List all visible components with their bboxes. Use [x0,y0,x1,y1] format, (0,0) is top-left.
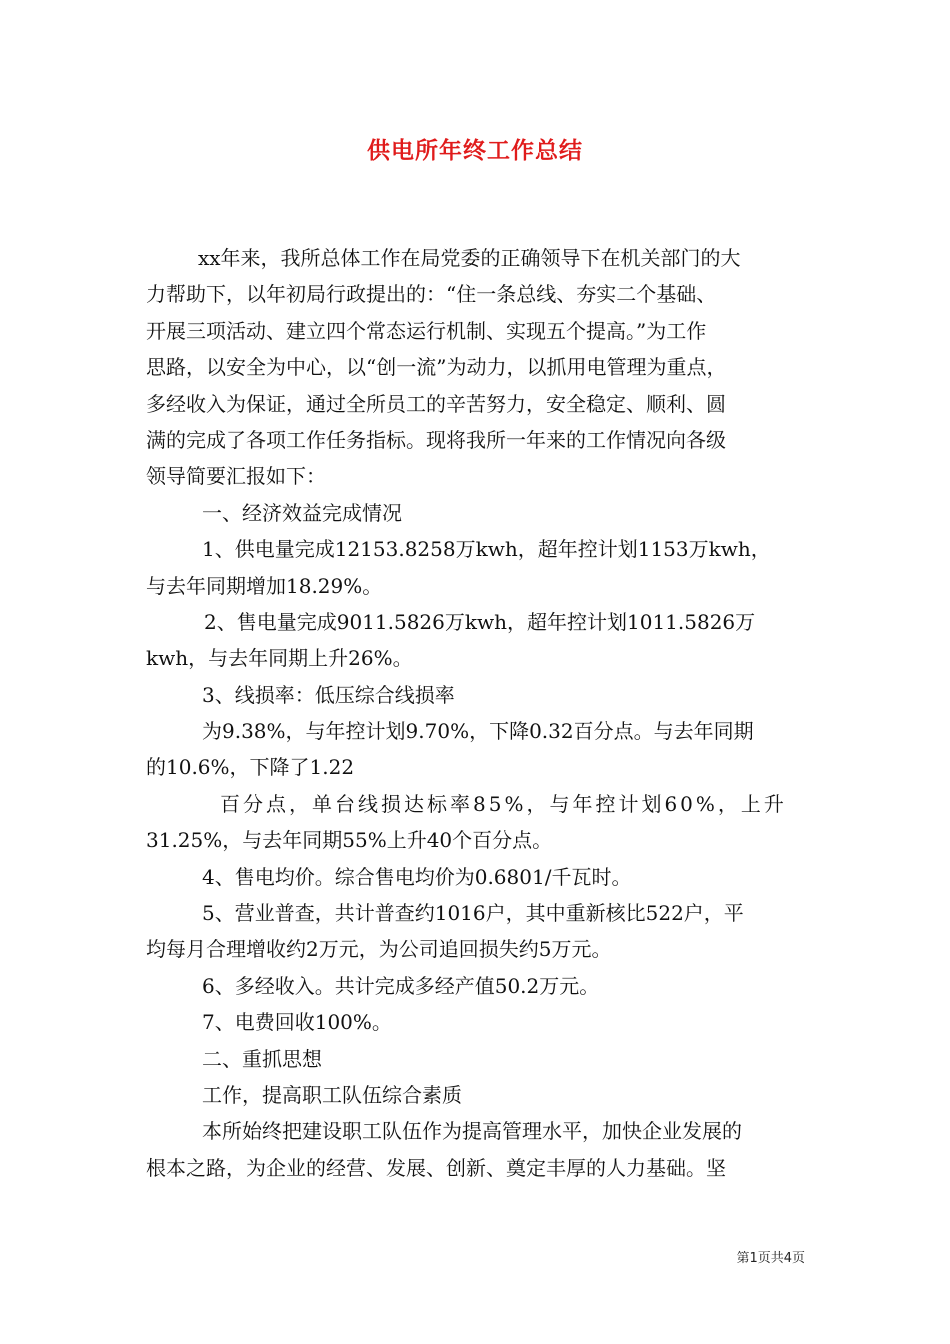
paragraph-line: 的10.6%，下降了1.22 [146,755,355,780]
paragraph-line: kwh，与去年同期上升26%。 [146,646,413,671]
section-heading: 二、重抓思想 [202,1046,322,1071]
paragraph-line: 满的完成了各项工作任务指标。现将我所一年来的工作情况向各级 [146,427,726,452]
document-body [146,240,806,1186]
paragraph-line: 思路，以安全为中心，以“创一流”为动力，以抓用电管理为重点， [146,355,727,380]
paragraph-line: 百分点，单台线损达标率85%，与年控计划60%，上升 [220,791,787,816]
section-heading: 一、经济效益完成情况 [202,500,402,525]
paragraph-line: 多经收入为保证，通过全所员工的辛苦努力，安全稳定、顺利、圆 [146,391,726,416]
page-number: 第1页共4页 [736,1251,805,1266]
paragraph-line: 开展三项活动、建立四个常态运行机制、实现五个提高。”为工作 [146,318,707,343]
paragraph-line: 根本之路，为企业的经营、发展、创新、奠定丰厚的人力基础。坚 [146,1155,726,1180]
paragraph-line: 为9.38%，与年控计划9.70%，下降0.32百分点。与去年同期 [202,719,754,744]
paragraph-line: 31.25%，与去年同期55%上升40个百分点。 [146,828,553,853]
paragraph-line: xx年来，我所总体工作在局党委的正确领导下在机关部门的大 [198,246,741,270]
paragraph-line: 6、多经收入。共计完成多经产值50.2万元。 [202,973,600,998]
paragraph-line: 与去年同期增加18.29%。 [146,573,383,598]
paragraph-line: 5、营业普查，共计普查约1016户，其中重新核比522户，平 [202,901,744,926]
paragraph-line: 7、电费回收100%。 [202,1010,392,1035]
paragraph-line: 3、线损率：低压综合线损率 [202,682,455,707]
paragraph-line: 本所始终把建设职工队伍作为提高管理水平，加快企业发展的 [202,1119,742,1144]
document-title: 供电所年终工作总结 [367,138,583,164]
paragraph-line: 均每月合理增收约2万元，为公司追回损失约5万元。 [146,937,612,962]
paragraph-line: 2、售电量完成9011.5826万kwh，超年控计划1011.5826万 [204,609,756,634]
paragraph-line: 工作，提高职工队伍综合素质 [202,1082,462,1107]
paragraph-line: 4、售电均价。综合售电均价为0.6801/千瓦时。 [202,864,632,889]
paragraph-line: 1、供电量完成12153.8258万kwh，超年控计划1153万kwh， [202,537,771,562]
paragraph-line: 领导简要汇报如下： [146,464,326,489]
paragraph-line: 力帮助下，以年初局行政提出的：“住一条总线、夯实二个基础、 [146,282,717,307]
